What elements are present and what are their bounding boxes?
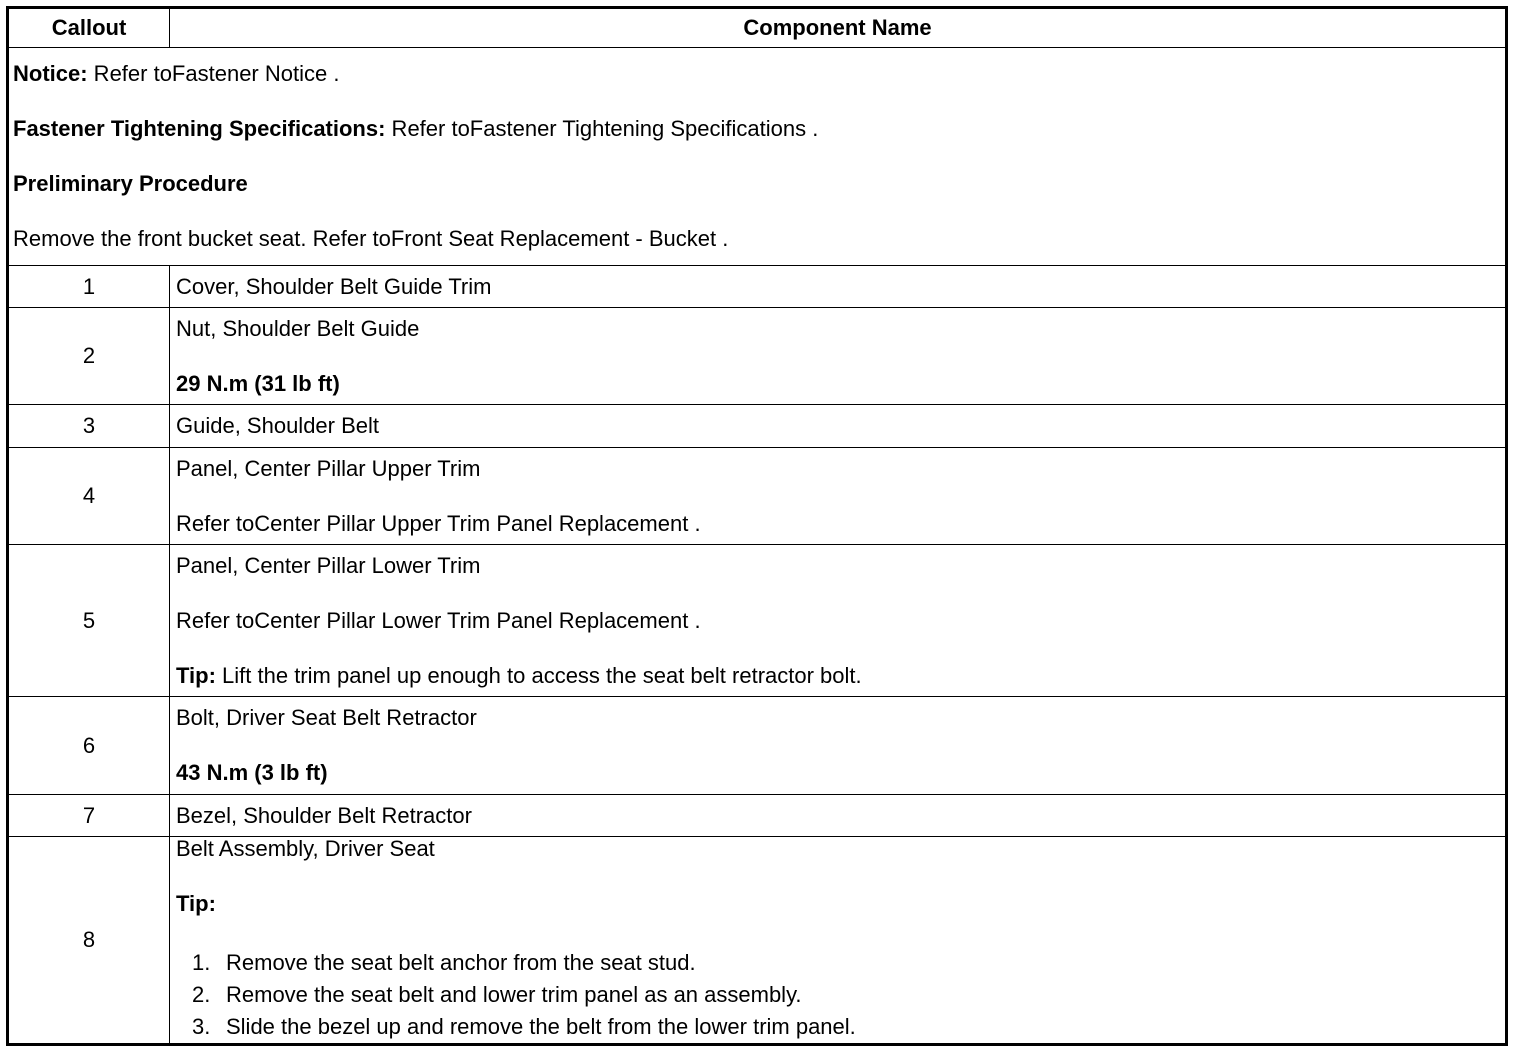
tip-label: Tip:: [176, 891, 216, 916]
step-text: Remove the seat belt and lower trim panel as an assembly.: [226, 982, 802, 1007]
tip-steps: [176, 947, 1505, 1043]
notice: [13, 62, 1505, 86]
component-name: Panel, Center Pillar Lower Trim: [176, 552, 481, 578]
tip: [176, 892, 1505, 916]
list-item: [176, 979, 1505, 1011]
component-name: Bolt, Driver Seat Belt Retractor: [176, 705, 477, 730]
component-name-header: Component Name: [170, 8, 1507, 48]
component-name: Panel, Center Pillar Upper Trim: [176, 455, 481, 481]
component-cell: [170, 837, 1507, 1045]
list-item: [176, 947, 1505, 979]
step-number: 2.: [192, 982, 211, 1007]
reference-link[interactable]: Refer toCenter Pillar Upper Trim Panel Replacement .: [176, 510, 701, 536]
callout-cell: 2: [8, 308, 170, 405]
tip-text: Lift the trim panel up enough to access the seat belt retractor bolt.: [215, 662, 862, 688]
step-number: 3.: [192, 1014, 211, 1039]
reference-link[interactable]: Refer toCenter Pillar Lower Trim Panel Replacement .: [176, 607, 701, 633]
component-cell: [170, 448, 1507, 545]
fastener-spec-text: Refer toFastener Tightening Specifications .: [385, 116, 819, 141]
step-text: Remove the seat belt anchor from the seat stud.: [226, 950, 696, 975]
step-number: 1.: [192, 950, 211, 975]
component-cell: [170, 308, 1507, 405]
table-row: [8, 697, 1507, 795]
callout-cell: 1: [8, 266, 170, 308]
component-name: Cover, Shoulder Belt Guide Trim: [176, 273, 492, 299]
table-row: [8, 405, 1507, 448]
preliminary-heading: Preliminary Procedure: [13, 171, 248, 196]
table-row: [8, 545, 1507, 697]
torque-spec: 43 N.m (3 lb ft): [176, 760, 328, 785]
component-cell: [170, 697, 1507, 795]
component-cell: [170, 545, 1507, 697]
callout-cell: 6: [8, 697, 170, 795]
table-row: [8, 308, 1507, 405]
callout-cell: 7: [8, 795, 170, 837]
table-row: [8, 795, 1507, 837]
component-name: Belt Assembly, Driver Seat: [176, 836, 435, 861]
callout-header: Callout: [8, 8, 170, 48]
notice-text: Refer toFastener Notice .: [87, 61, 340, 86]
intro-row: [8, 48, 1507, 266]
callout-cell: 5: [8, 545, 170, 697]
callout-cell: 8: [8, 837, 170, 1045]
table-row: [8, 837, 1507, 1045]
tip: [176, 664, 1505, 688]
table-row: [8, 448, 1507, 545]
component-cell: [170, 795, 1507, 837]
list-item: [176, 1011, 1505, 1043]
callout-cell: 3: [8, 405, 170, 448]
tip-label: Tip:: [176, 662, 216, 688]
component-cell: [170, 266, 1507, 308]
notice-label: Notice:: [13, 61, 88, 86]
intro-cell: [8, 48, 1507, 266]
callout-cell: 4: [8, 448, 170, 545]
torque-spec: 29 N.m (31 lb ft): [176, 370, 340, 396]
table-row: [8, 266, 1507, 308]
component-name: Guide, Shoulder Belt: [176, 413, 380, 438]
step-text: Slide the bezel up and remove the belt from the lower trim panel.: [226, 1014, 856, 1039]
component-name: Bezel, Shoulder Belt Retractor: [176, 802, 472, 828]
fastener-spec-label: Fastener Tightening Specifications:: [13, 116, 386, 141]
preliminary-text: Remove the front bucket seat. Refer toFront Seat Replacement - Bucket .: [13, 226, 729, 251]
component-cell: [170, 405, 1507, 448]
component-name: Nut, Shoulder Belt Guide: [176, 315, 420, 341]
component-table: [6, 6, 1508, 1046]
table-header-row: [8, 8, 1507, 48]
fastener-spec: [13, 117, 1505, 141]
